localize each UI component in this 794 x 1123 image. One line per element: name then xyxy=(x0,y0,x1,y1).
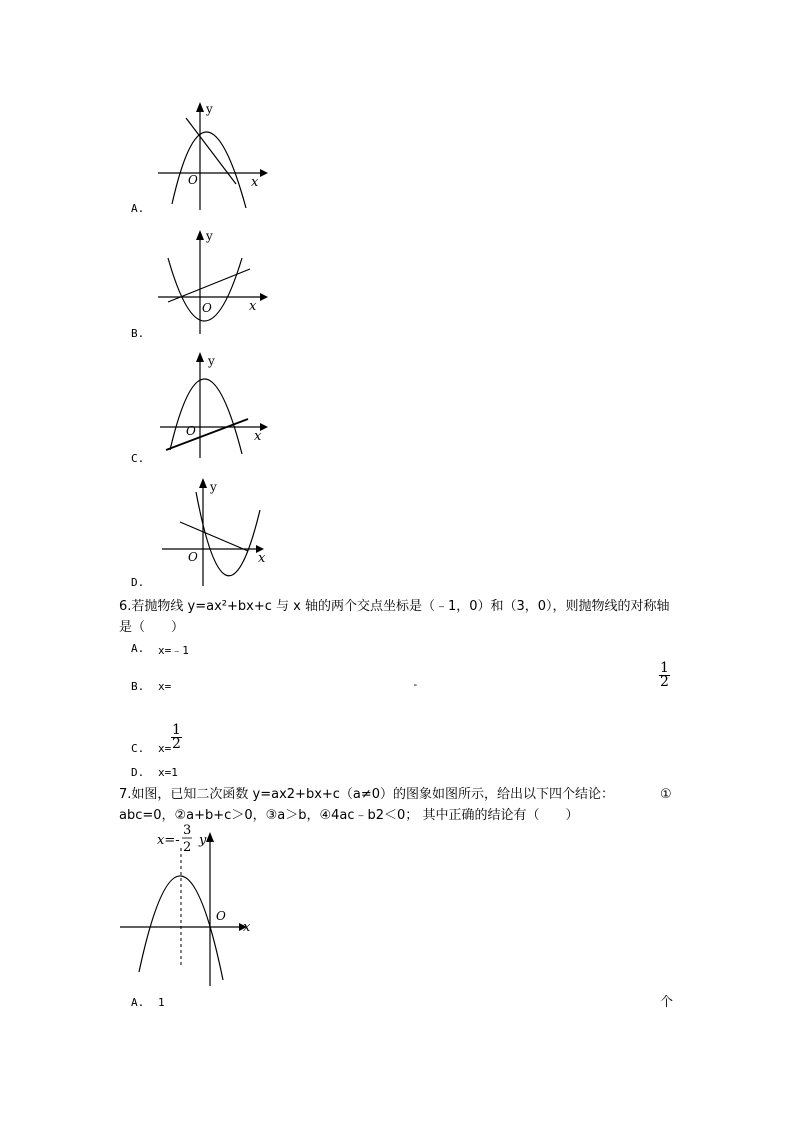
y-label: y xyxy=(206,102,213,116)
graph-option-b xyxy=(150,222,270,338)
origin-label: O xyxy=(188,550,198,564)
q6-option-a-label: A. xyxy=(131,642,145,655)
fraction-numerator: 1 xyxy=(172,722,181,738)
option-c-label: C. xyxy=(131,452,145,465)
question-7-line-1-end: ① xyxy=(660,787,672,802)
q6-option-c-text: x= xyxy=(158,742,172,755)
y-label: y xyxy=(199,833,207,848)
q6-option-b-minus: - xyxy=(412,678,419,691)
q6-option-d-text: x=1 xyxy=(158,766,178,779)
x-label: x xyxy=(251,175,259,190)
question-6-line-2: 是（ ） xyxy=(119,620,185,635)
x-label: x xyxy=(258,551,266,566)
fraction-denominator: 2 xyxy=(660,674,669,690)
x-label: x xyxy=(254,429,262,444)
x-label: x xyxy=(249,299,257,314)
q6-option-a-text: x=﹣1 xyxy=(158,644,189,657)
y-label: y xyxy=(210,480,217,494)
y-axis-arrow-icon xyxy=(199,478,207,488)
axis-label-prefix: x=- xyxy=(157,833,180,848)
y-axis-arrow-icon xyxy=(196,102,204,112)
graph-option-d xyxy=(150,472,270,588)
y-label: y xyxy=(208,354,215,368)
q6-option-d-label: D. xyxy=(131,766,145,779)
y-axis-arrow-icon xyxy=(196,352,204,362)
q6-option-c-fraction xyxy=(171,724,182,751)
parabola xyxy=(196,492,260,576)
y-axis-arrow-icon xyxy=(206,832,214,842)
graph-option-c xyxy=(150,346,270,462)
origin-label: O xyxy=(202,301,212,315)
question-6-line-1: 6.若抛物线 y=ax²+bx+c 与 x 轴的两个交点坐标是（﹣1，0）和（3，0），则抛物线的对称轴 xyxy=(119,599,670,614)
line xyxy=(180,522,248,551)
axis-fraction-numerator: 3 xyxy=(183,823,192,838)
q7-option-a-unit: 个 xyxy=(660,995,674,1010)
origin-label: O xyxy=(186,424,196,438)
axis-fraction-denominator: 2 xyxy=(183,840,192,855)
x-axis-arrow-icon xyxy=(260,293,268,301)
option-b-label: B. xyxy=(131,327,145,340)
graph-option-a xyxy=(150,98,270,214)
q6-option-c-label: C. xyxy=(131,742,145,755)
question-7-line-2: abc=0，②a+b+c＞0，③a＞b，④4ac﹣b2＜0； 其中正确的结论有（ ） xyxy=(119,808,579,823)
line xyxy=(166,419,248,450)
fraction-denominator: 2 xyxy=(172,736,181,752)
parabola xyxy=(172,132,246,208)
parabola xyxy=(170,379,242,454)
x-label: x xyxy=(243,920,251,935)
origin-label: O xyxy=(216,909,226,923)
y-axis-arrow-icon xyxy=(196,230,204,240)
question-7-line-1: 7.如图，已知二次函数 y=ax2+bx+c（a≠0）的图象如图所示，给出以下四个结论： xyxy=(119,787,615,802)
y-label: y xyxy=(206,229,213,243)
option-d-label: D. xyxy=(131,576,145,589)
fraction-numerator: 1 xyxy=(660,660,669,676)
origin-label: O xyxy=(188,173,198,187)
q6-option-b-label: B. xyxy=(131,680,145,693)
x-axis-arrow-icon xyxy=(260,169,268,177)
graph-question-7 xyxy=(115,820,265,990)
q7-option-a-text: 1 xyxy=(158,996,165,1009)
option-a-label: A. xyxy=(131,202,145,215)
q6-option-b-text: x= xyxy=(158,680,172,693)
q6-option-b-fraction xyxy=(659,662,670,689)
q7-option-a-label: A. xyxy=(131,996,145,1009)
